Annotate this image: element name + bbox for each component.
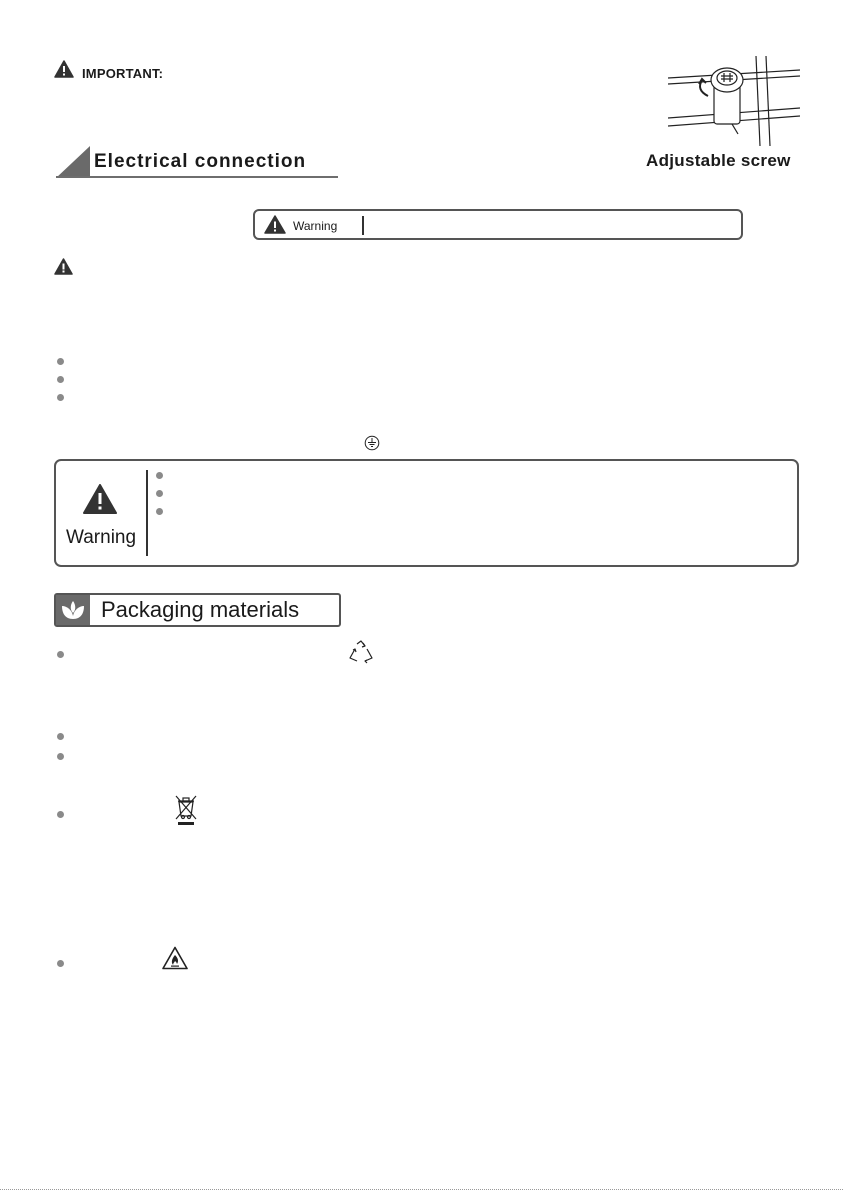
page-bottom-edge	[0, 1189, 843, 1190]
important-label: IMPORTANT:	[82, 66, 164, 81]
adjustable-screw-illustration	[668, 56, 800, 151]
weee-crossed-bin-icon	[174, 794, 198, 831]
warning-icon	[264, 215, 286, 234]
plant-icon	[56, 595, 90, 625]
warning-pill	[253, 209, 743, 240]
packaging-materials-title: Packaging materials	[101, 597, 300, 622]
list-bullet	[156, 490, 163, 497]
packaging-materials-heading	[54, 593, 341, 627]
electrical-connection-title: Electrical connection	[94, 151, 307, 172]
warning-box-label: Warning	[66, 527, 137, 548]
list-bullet	[57, 358, 64, 365]
list-bullet	[57, 753, 64, 760]
warning-box-divider	[146, 470, 148, 556]
warning-icon	[83, 484, 117, 514]
list-bullet	[57, 394, 64, 401]
flammable-warning-icon	[162, 946, 188, 975]
list-bullet	[156, 472, 163, 479]
packaging-icon-box	[56, 595, 90, 625]
recycle-icon	[348, 640, 374, 669]
list-bullet	[57, 733, 64, 740]
electrical-connection-heading	[56, 146, 338, 178]
heading-underline	[56, 176, 338, 178]
list-bullet	[57, 960, 64, 967]
warning-pill-label: Warning	[293, 219, 338, 233]
ground-symbol-icon	[364, 435, 380, 456]
important-warning-icon	[54, 60, 74, 78]
list-bullet	[57, 651, 64, 658]
list-bullet	[57, 376, 64, 383]
list-bullet	[156, 508, 163, 515]
adjustable-screw-caption: Adjustable screw	[646, 151, 791, 170]
warning-box	[54, 459, 799, 567]
warning-pill-divider	[362, 216, 364, 235]
caution-icon	[54, 258, 73, 280]
heading-triangle-icon	[56, 146, 90, 178]
list-bullet	[57, 811, 64, 818]
